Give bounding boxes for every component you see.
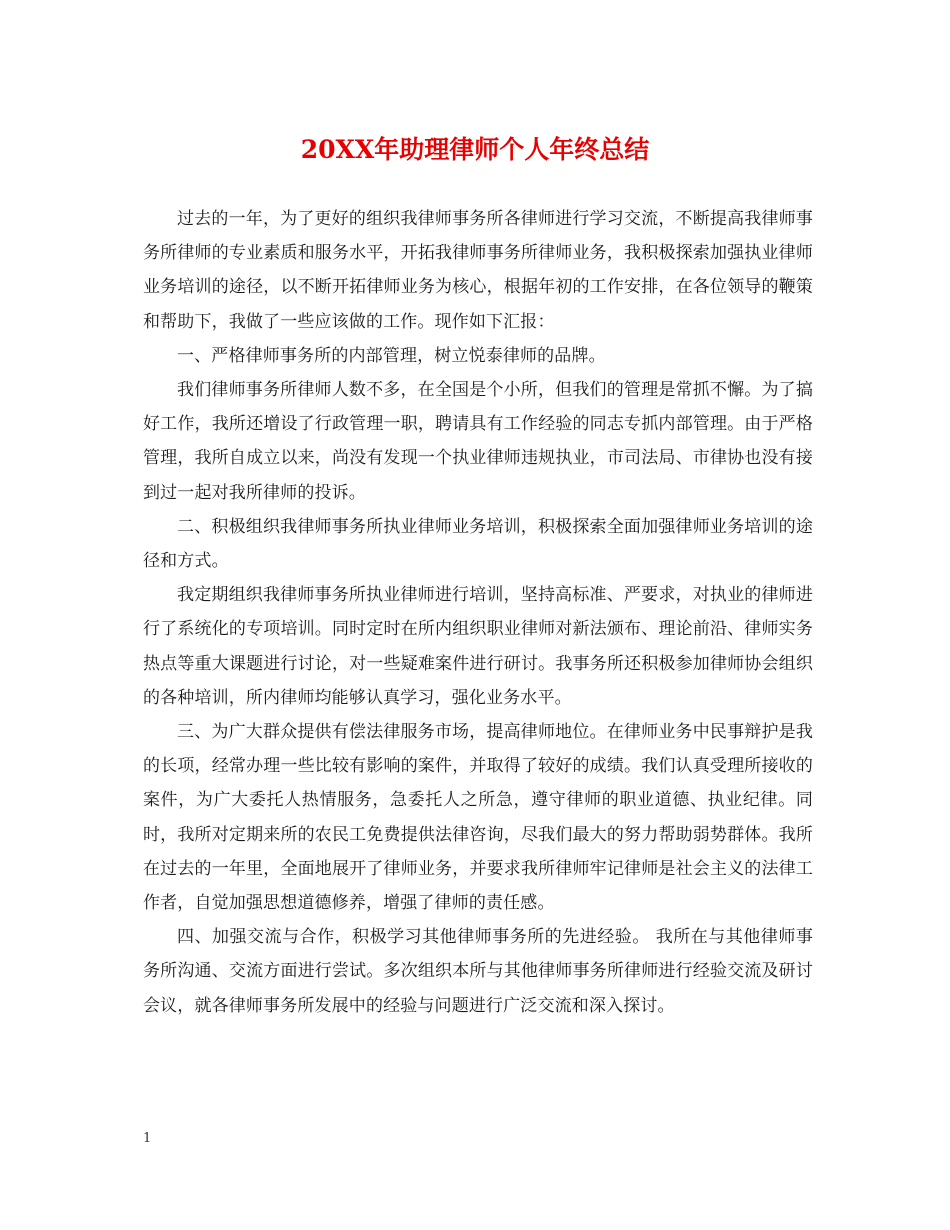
section-heading-2: 二、积极组织我律师事务所执业律师业务培训，积极探索全面加强律师业务培训的途径和方式。 xyxy=(143,516,813,572)
page-number: 1 xyxy=(143,1131,152,1146)
paragraph-public-service: 三、为广大群众提供有偿法律服务市场，提高律师地位。在律师业务中民事辩护是我的长项，经常办理一些比较有影响的案件，并取得了较好的成绩。我们认真受理所接收的案件，为广大委托人热情服务，急委托人之所急，遵守律师的职业道德、执业纪律。同时，我所对定期来所的农民工免费提供法律咨询，尽我们最大的努力帮助弱势群体。我所在过去的一年里，全面地展开了律师业务，并要求我所律师牢记律师是社会主义的法律工作者，自觉加强思想道德修养，增强了律师的责任感。 xyxy=(143,722,813,914)
paragraph-exchange: 四、加强交流与合作，积极学习其他律师事务所的先进经验。 我所在与其他律师事务所沟通、交流方面进行尝试。多次组织本所与其他律师事务所律师进行经验交流及研讨会议，就各律师事务所发展中的经验与问题进行广泛交流和深入探讨。 xyxy=(143,927,813,1016)
section-heading-1: 一、严格律师事务所的内部管理，树立悦泰律师的品牌。 xyxy=(177,345,606,366)
paragraph-management: 我们律师事务所律师人数不多，在全国是个小所，但我们的管理是常抓不懈。为了搞好工作，我所还增设了行政管理一职，聘请具有工作经验的同志专抓内部管理。由于严格管理，我所自成立以来，尚没有发现一个执业律师违规执业，市司法局、市律协也没有接到过一起对我所律师的投诉。 xyxy=(143,380,813,503)
document-title: 20XX年助理律师个人年终总结 xyxy=(300,135,650,164)
document-body xyxy=(143,202,813,1023)
paragraph-training: 我定期组织我律师事务所执业律师进行培训，坚持高标准、严要求，对执业的律师进行了系统化的专项培训。同时定时在所内组织职业律师对新法颁布、理论前沿、律师实务热点等重大课题进行讨论，对一些疑难案件进行研讨。我事务所还积极参加律师协会组织的各种培训，所内律师均能够认真学习，强化业务水平。 xyxy=(143,585,813,708)
paragraph-intro: 过去的一年，为了更好的组织我律师事务所各律师进行学习交流，不断提高我律师事务所律师的专业素质和服务水平，开拓我律师事务所律师业务，我积极探索加强执业律师业务培训的途径，以不断开拓律师业务为核心，根据年初的工作安排，在各位领导的鞭策和帮助下，我做了一些应该做的工作。现作如下汇报： xyxy=(143,209,813,332)
